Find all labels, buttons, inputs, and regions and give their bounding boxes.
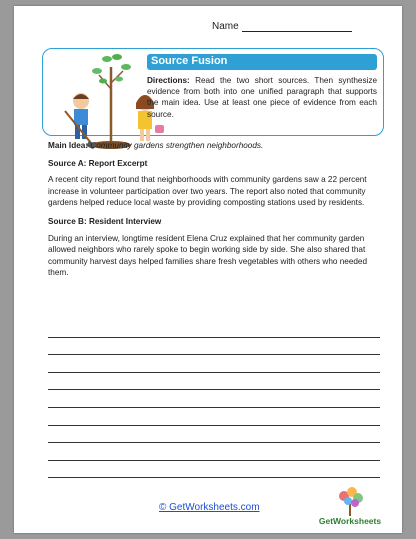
- directions: [147, 75, 377, 120]
- header-box: [42, 48, 384, 136]
- footer-link[interactable]: © GetWorksheets.com: [159, 502, 260, 513]
- writing-line[interactable]: [48, 320, 380, 338]
- content: [48, 140, 380, 286]
- source-a-heading: Source A: Report Excerpt: [48, 158, 148, 168]
- source-b-heading: Source B: Resident Interview: [48, 216, 162, 226]
- writing-line[interactable]: [48, 355, 380, 373]
- name-input-line[interactable]: [242, 22, 352, 32]
- writing-line[interactable]: [48, 408, 380, 426]
- name-field: [212, 21, 352, 32]
- writing-line[interactable]: [48, 426, 380, 444]
- logo-text: GetWorksheets: [318, 516, 382, 526]
- directions-label: Directions:: [147, 76, 190, 85]
- source-a-text: A recent city report found that neighborhoods with community gardens saw a 22 percent increase in volunteer participation over two years. The report also noted that community gardens helped reduce local waste by providing composting stations used by residents.: [48, 175, 367, 208]
- tree-logo-icon: [308, 486, 392, 518]
- main-idea: [48, 140, 380, 152]
- writing-line[interactable]: [48, 390, 380, 408]
- source-b-text: During an interview, longtime resident Elena Cruz explained that her community garden allowed neighbors who rarely spoke to begin working side by side. She also shared that community harvest days helped families share fresh vegetables with others who needed them.: [48, 233, 368, 278]
- main-idea-text: Community gardens strengthen neighborhoods.: [90, 141, 264, 150]
- getworksheets-logo: [308, 486, 392, 530]
- writing-line[interactable]: [48, 338, 380, 356]
- name-label: Name: [212, 21, 239, 32]
- main-idea-label: Main Idea:: [48, 141, 89, 150]
- writing-line[interactable]: [48, 461, 380, 479]
- writing-line[interactable]: [48, 443, 380, 461]
- directions-text: Read the two short sources. Then synthesize evidence from both into one unified paragraph that supports the main idea. Use at least one piece of evidence from each source.: [147, 76, 378, 119]
- worksheet-title: Source Fusion: [151, 55, 228, 67]
- worksheet-page: [14, 6, 402, 533]
- writing-line[interactable]: [48, 373, 380, 391]
- title-banner: [147, 54, 377, 70]
- writing-lines[interactable]: [48, 320, 380, 478]
